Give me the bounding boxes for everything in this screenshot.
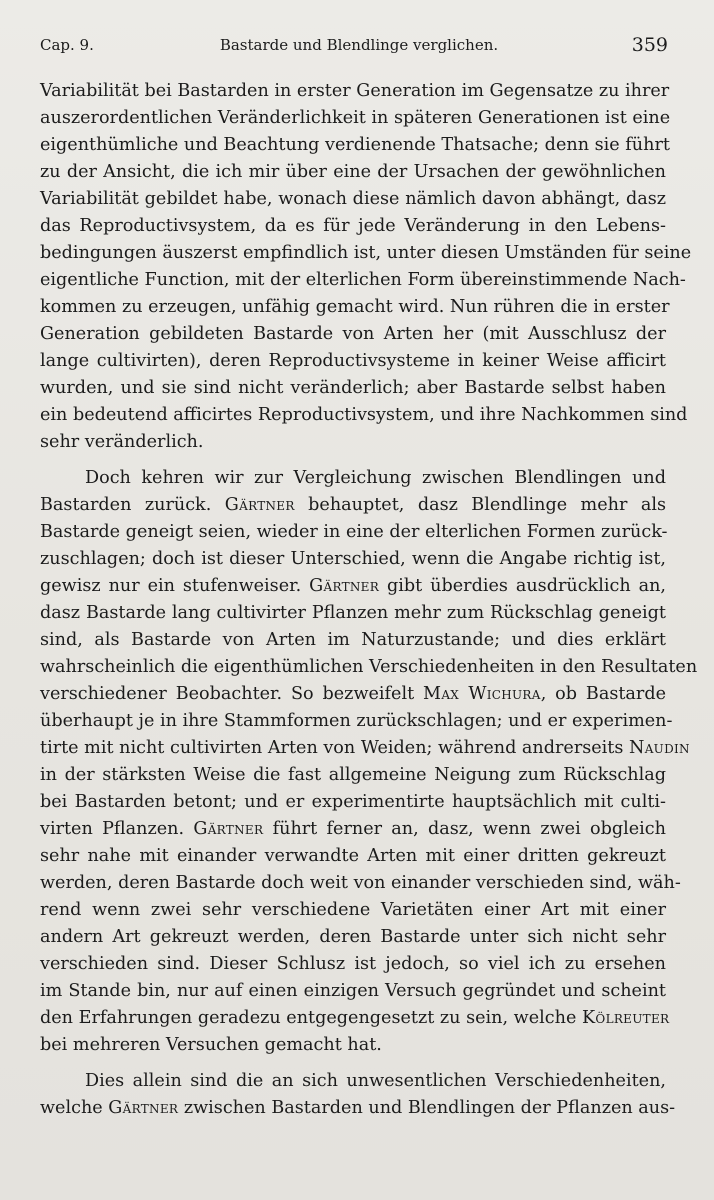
text-line: Variabilität bei Bastarden in erster Generation im Gegensatze zu ihrer <box>40 81 670 101</box>
line-text: zwischen Bastarden und Blendlingen der Pflanzen aus- <box>178 1098 676 1118</box>
text-line <box>40 1095 676 1122</box>
text-line: zu der Ansicht, die ich mir über eine der Ursachen der gewöhnlichen <box>40 162 666 182</box>
text-line: bei mehreren Versuchen gemacht hat. <box>40 1035 382 1055</box>
text-line: im Stande bin, nur auf einen einzigen Versuch gegründet und scheint <box>40 981 666 1001</box>
paragraph-gap <box>40 1059 666 1068</box>
line-text: welche <box>40 1098 109 1118</box>
text-line <box>40 1005 670 1032</box>
text-line: wurden, und sie sind nicht veränderlich; aber Bastarde selbst haben <box>40 378 666 398</box>
text-line: bedingungen äuszerst empfindlich ist, unter diesen Umständen für seine <box>40 243 692 263</box>
text-line: eigentliche Function, mit der elterlichen Form übereinstimmende Nach- <box>40 270 686 290</box>
text-line: Variabilität gebildet habe, wonach diese nämlich davon abhängt, dasz <box>40 189 666 209</box>
author-name: Naudin <box>629 738 690 758</box>
author-name: Gärtner <box>309 576 380 596</box>
paragraph-gap <box>40 456 666 465</box>
author-name: Gärtner <box>193 819 264 839</box>
line-text: gewisz nur ein stufenweiser. <box>40 576 310 596</box>
author-name: Gärtner <box>108 1098 179 1118</box>
line-text: behauptet, dasz Blendlinge mehr als <box>294 495 666 515</box>
text-line: verschieden sind. Dieser Schlusz ist jedoch, so viel ich zu ersehen <box>40 954 666 974</box>
running-title: Bastarde und Blendlinge verglichen. <box>219 36 499 54</box>
text-line: Dies allein sind die an sich unwesentlichen Verschiedenheiten, <box>85 1071 666 1091</box>
author-name: Kölreuter <box>581 1008 670 1028</box>
text-line: das Reproductivsystem, da es für jede Veränderung in den Lebens- <box>40 216 666 236</box>
text-line: in der stärksten Weise die fast allgemeine Neigung zum Rückschlag <box>40 765 666 785</box>
text-line <box>40 735 690 762</box>
line-text: virten Pflanzen. <box>40 819 194 839</box>
text-line: überhaupt je in ihre Stammformen zurückschlagen; und er experimen- <box>40 711 673 731</box>
line-text: gibt überdies ausdrücklich an, <box>379 576 666 596</box>
text-line: Bastarde geneigt seien, wieder in eine der elterlichen Formen zurück- <box>40 522 668 542</box>
text-line <box>40 816 666 843</box>
paragraph <box>40 1068 676 1122</box>
running-header <box>40 34 668 64</box>
text-line: bei Bastarden betont; und er experimentirte hauptsächlich mit culti- <box>40 792 666 812</box>
line-text: verschiedener Beobachter. So bezweifelt <box>40 684 424 704</box>
page-number: 359 <box>631 34 668 56</box>
text-line: Generation gebildeten Bastarde von Arten her (mit Ausschlusz der <box>40 324 666 344</box>
text-line: eigenthümliche und Beachtung verdienende Thatsache; denn sie führt <box>40 135 670 155</box>
text-line: zuschlagen; doch ist dieser Unterschied, wenn die Angabe richtig ist, <box>40 549 666 569</box>
text-line: ein bedeutend afficirtes Reproductivsystem, und ihre Nachkommen sind <box>40 405 688 425</box>
paragraph <box>40 78 692 456</box>
paragraph <box>40 465 698 1059</box>
text-line: sehr nahe mit einander verwandte Arten mit einer dritten gekreuzt <box>40 846 666 866</box>
text-line: werden, deren Bastarde doch weit von einander verschieden sind, wäh- <box>40 873 681 893</box>
line-text: tirte mit nicht cultivirten Arten von Weiden; während andrerseits <box>40 738 630 758</box>
author-name: Max Wichura <box>423 684 541 704</box>
line-text: Bastarden zurück. <box>40 495 225 515</box>
text-line <box>40 492 666 519</box>
text-line: auszerordentlichen Veränderlichkeit in späteren Generationen ist eine <box>40 108 671 128</box>
chapter-label: Cap. 9. <box>40 36 94 54</box>
text-line: sind, als Bastarde von Arten im Naturzustande; und dies erklärt <box>40 630 666 650</box>
text-line: lange cultivirten), deren Reproductivsysteme in keiner Weise afficirt <box>40 351 666 371</box>
page-body <box>40 78 698 1122</box>
text-line <box>40 573 666 600</box>
line-text: den Erfahrungen geradezu entgegengesetzt zu sein, welche <box>40 1008 582 1028</box>
text-line: Doch kehren wir zur Vergleichung zwischen Blendlingen und <box>85 468 666 488</box>
text-line: kommen zu erzeugen, unfähig gemacht wird. Nun rühren die in erster <box>40 297 670 317</box>
line-text: , ob Bastarde <box>540 684 666 704</box>
text-line: andern Art gekreuzt werden, deren Bastarde unter sich nicht sehr <box>40 927 666 947</box>
author-name: Gärtner <box>224 495 295 515</box>
text-line <box>40 681 666 708</box>
line-text: führt ferner an, dasz, wenn zwei obgleich <box>263 819 666 839</box>
text-line: dasz Bastarde lang cultivirter Pflanzen mehr zum Rückschlag geneigt <box>40 603 666 623</box>
text-line: wahrscheinlich die eigenthümlichen Verschiedenheiten in den Resultaten <box>40 657 698 677</box>
text-line: sehr veränderlich. <box>40 432 204 452</box>
text-line: rend wenn zwei sehr verschiedene Varietäten einer Art mit einer <box>40 900 666 920</box>
